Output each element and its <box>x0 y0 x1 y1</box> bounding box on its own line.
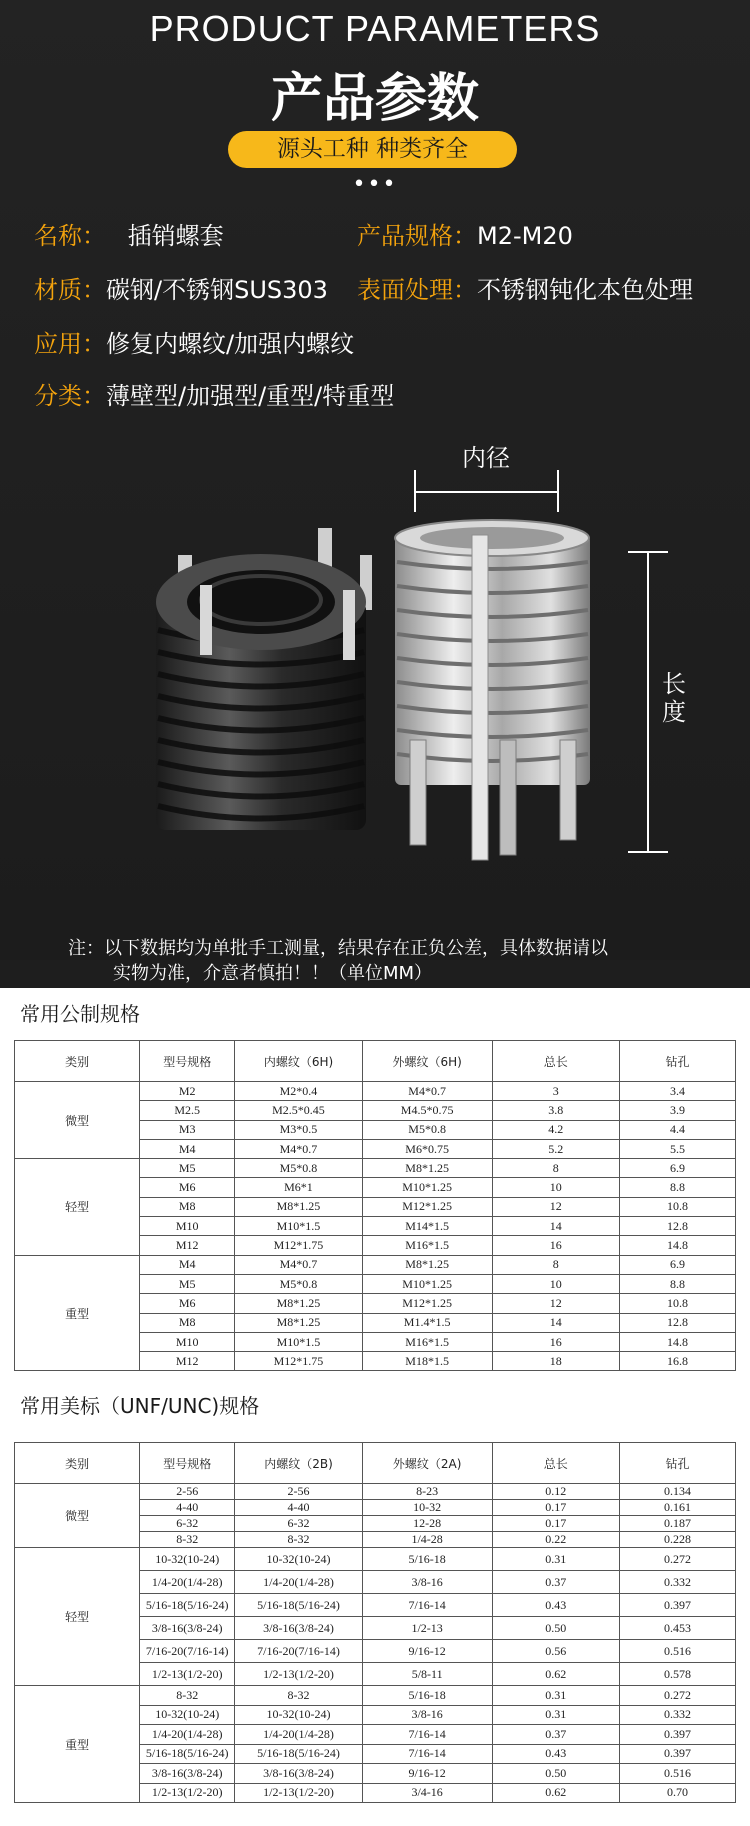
table-cell: 12.8 <box>620 1217 736 1236</box>
table-cell: 0.37 <box>492 1571 620 1594</box>
table-cell: 6-32 <box>140 1516 235 1532</box>
table-cell: 5.2 <box>492 1139 620 1158</box>
imperial-table-title: 常用美标（UNF/UNC)规格 <box>20 1394 260 1418</box>
table-cell: M4*0.7 <box>235 1255 363 1274</box>
table-cell: 3/4-16 <box>362 1783 492 1803</box>
column-header: 类别 <box>15 1041 140 1082</box>
table-cell: 0.31 <box>492 1686 620 1706</box>
table-cell: 5.5 <box>620 1139 736 1158</box>
column-header: 类别 <box>15 1443 140 1484</box>
category-cell: 微型 <box>15 1484 140 1548</box>
table-cell: M16*1.5 <box>362 1332 492 1351</box>
spec-surface <box>357 270 693 305</box>
table-cell: 1/2-13(1/2-20) <box>140 1783 235 1803</box>
spec-name-value: 插销螺套 <box>127 222 224 250</box>
table-cell: M12*1.75 <box>235 1236 363 1255</box>
table-cell: 4-40 <box>140 1500 235 1516</box>
table-cell: 1/4-20(1/4-28) <box>140 1725 235 1745</box>
table-cell: M4 <box>140 1139 235 1158</box>
table-cell: 3/8-16 <box>362 1571 492 1594</box>
table-cell: 0.397 <box>620 1594 736 1617</box>
spec-category-value: 薄壁型/加强型/重型/特重型 <box>106 382 395 410</box>
table-cell: 0.228 <box>620 1532 736 1548</box>
column-header: 钻孔 <box>620 1041 736 1082</box>
column-header: 总长 <box>492 1041 620 1082</box>
inner-diameter-label: 内径 <box>462 444 510 472</box>
table-cell: 3 <box>492 1082 620 1101</box>
decorative-dots: ••• <box>352 172 398 197</box>
category-cell: 微型 <box>15 1082 140 1159</box>
table-cell: 18 <box>492 1352 620 1371</box>
table-cell: 0.332 <box>620 1571 736 1594</box>
product-illustration <box>0 440 750 870</box>
table-cell: 0.397 <box>620 1725 736 1745</box>
table-cell: 5/16-18(5/16-24) <box>235 1594 363 1617</box>
table-cell: M16*1.5 <box>362 1236 492 1255</box>
table-cell: 3.8 <box>492 1101 620 1120</box>
spec-material-value: 碳钢/不锈钢SUS303 <box>106 276 328 304</box>
table-cell: M18*1.5 <box>362 1352 492 1371</box>
table-cell: M6*1 <box>235 1178 363 1197</box>
table-cell: 1/2-13(1/2-20) <box>235 1663 363 1686</box>
column-header: 外螺纹（2A) <box>362 1443 492 1484</box>
table-cell: 1/4-20(1/4-28) <box>235 1571 363 1594</box>
table-cell: 3/8-16(3/8-24) <box>235 1617 363 1640</box>
table-cell: 14 <box>492 1217 620 1236</box>
table-cell: 4.2 <box>492 1120 620 1139</box>
table-cell: M4.5*0.75 <box>362 1101 492 1120</box>
note-line-2: 实物为准，介意者慎拍！！（单位MM） <box>113 963 433 984</box>
table-cell: M6 <box>140 1178 235 1197</box>
table-cell: 0.12 <box>492 1484 620 1500</box>
table-cell: 16.8 <box>620 1352 736 1371</box>
spec-surface-label: 表面处理： <box>357 276 477 304</box>
silver-insert-graphic <box>395 520 590 860</box>
table-cell: 2-56 <box>140 1484 235 1500</box>
table-cell: M8 <box>140 1197 235 1216</box>
column-header: 总长 <box>492 1443 620 1484</box>
table-cell: M10 <box>140 1217 235 1236</box>
spec-size <box>357 216 573 251</box>
table-row <box>15 1548 736 1571</box>
table-cell: 8-23 <box>362 1484 492 1500</box>
table-cell: 0.43 <box>492 1594 620 1617</box>
table-cell: 8.8 <box>620 1274 736 1293</box>
table-cell: M12*1.75 <box>235 1352 363 1371</box>
spec-size-value: M2-M20 <box>477 222 573 250</box>
table-cell: 5/16-18 <box>362 1686 492 1706</box>
table-cell: 10.8 <box>620 1197 736 1216</box>
table-cell: 0.70 <box>620 1783 736 1803</box>
table-cell: M8*1.25 <box>362 1159 492 1178</box>
spec-name-label: 名称： <box>34 222 106 250</box>
table-cell: M2.5 <box>140 1101 235 1120</box>
table-cell: 3.9 <box>620 1101 736 1120</box>
spec-name <box>34 216 224 251</box>
table-cell: M10*1.5 <box>235 1332 363 1351</box>
table-cell: M8 <box>140 1313 235 1332</box>
table-header-row <box>15 1041 736 1082</box>
category-cell: 重型 <box>15 1255 140 1371</box>
table-cell: M10*1.25 <box>362 1178 492 1197</box>
table-cell: M6 <box>140 1294 235 1313</box>
table-cell: 5/16-18(5/16-24) <box>140 1744 235 1764</box>
table-cell: 0.187 <box>620 1516 736 1532</box>
table-cell: 9/16-12 <box>362 1640 492 1663</box>
table-cell: M12 <box>140 1236 235 1255</box>
spec-material <box>34 270 328 305</box>
table-row <box>15 1159 736 1178</box>
spec-application <box>34 324 354 359</box>
table-cell: 0.516 <box>620 1640 736 1663</box>
table-cell: 1/4-20(1/4-28) <box>140 1571 235 1594</box>
table-cell: 3/8-16 <box>362 1705 492 1725</box>
insert-drawing <box>0 440 750 870</box>
note-line-1: 注：以下数据均为单批手工测量，结果存在正负公差，具体数据请以 <box>68 938 608 959</box>
table-cell: 7/16-20(7/16-14) <box>140 1640 235 1663</box>
metric-table-title: 常用公制规格 <box>20 1002 140 1026</box>
table-cell: M12 <box>140 1352 235 1371</box>
table-cell: M8*1.25 <box>362 1255 492 1274</box>
table-cell: 0.37 <box>492 1725 620 1745</box>
table-cell: 8-32 <box>140 1532 235 1548</box>
table-cell: 3/8-16(3/8-24) <box>140 1764 235 1784</box>
table-cell: M14*1.5 <box>362 1217 492 1236</box>
metric-spec-table <box>14 1040 736 1371</box>
badge-pill: 源头工种 种类齐全 <box>228 131 517 168</box>
table-cell: 10.8 <box>620 1294 736 1313</box>
spec-tables-panel <box>0 988 750 1826</box>
table-cell: 8-32 <box>235 1686 363 1706</box>
table-cell: 0.578 <box>620 1663 736 1686</box>
table-cell: 0.161 <box>620 1500 736 1516</box>
table-cell: 0.453 <box>620 1617 736 1640</box>
table-row <box>15 1255 736 1274</box>
imperial-spec-table <box>14 1442 736 1803</box>
table-cell: 0.397 <box>620 1744 736 1764</box>
table-cell: 5/16-18(5/16-24) <box>235 1744 363 1764</box>
table-cell: 0.332 <box>620 1705 736 1725</box>
measurement-note <box>68 936 708 986</box>
table-cell: 0.56 <box>492 1640 620 1663</box>
table-cell: M12*1.25 <box>362 1294 492 1313</box>
table-cell: 2-56 <box>235 1484 363 1500</box>
spec-category <box>34 376 394 411</box>
table-cell: 0.17 <box>492 1516 620 1532</box>
table-row <box>15 1082 736 1101</box>
table-cell: M4*0.7 <box>235 1139 363 1158</box>
table-cell: M5*0.8 <box>235 1274 363 1293</box>
table-cell: 1/2-13(1/2-20) <box>140 1663 235 1686</box>
table-cell: 10-32(10-24) <box>140 1705 235 1725</box>
table-cell: 10-32 <box>362 1500 492 1516</box>
category-cell: 轻型 <box>15 1548 140 1686</box>
table-cell: M8*1.25 <box>235 1197 363 1216</box>
table-cell: 9/16-12 <box>362 1764 492 1784</box>
category-cell: 轻型 <box>15 1159 140 1255</box>
table-cell: 0.43 <box>492 1744 620 1764</box>
table-cell: 0.22 <box>492 1532 620 1548</box>
table-cell: 6-32 <box>235 1516 363 1532</box>
table-cell: M5*0.8 <box>235 1159 363 1178</box>
table-cell: 0.134 <box>620 1484 736 1500</box>
table-cell: 12-28 <box>362 1516 492 1532</box>
table-cell: 10 <box>492 1274 620 1293</box>
table-cell: 3/8-16(3/8-24) <box>140 1617 235 1640</box>
table-cell: 14 <box>492 1313 620 1332</box>
table-cell: 10-32(10-24) <box>235 1548 363 1571</box>
table-cell: 16 <box>492 1332 620 1351</box>
spec-material-label: 材质： <box>34 276 106 304</box>
table-cell: M1.4*1.5 <box>362 1313 492 1332</box>
table-cell: 1/4-20(1/4-28) <box>235 1725 363 1745</box>
table-cell: 8-32 <box>140 1686 235 1706</box>
table-cell: 1/2-13 <box>362 1617 492 1640</box>
title-english: PRODUCT PARAMETERS <box>149 8 601 49</box>
table-cell: 5/16-18(5/16-24) <box>140 1594 235 1617</box>
column-header: 型号规格 <box>140 1041 235 1082</box>
table-cell: 5/8-11 <box>362 1663 492 1686</box>
length-label: 长度 <box>662 670 686 726</box>
table-cell: 12 <box>492 1294 620 1313</box>
table-cell: 16 <box>492 1236 620 1255</box>
table-cell: 14.8 <box>620 1332 736 1351</box>
table-cell: 7/16-14 <box>362 1594 492 1617</box>
table-cell: 1/2-13(1/2-20) <box>235 1783 363 1803</box>
table-cell: M8*1.25 <box>235 1294 363 1313</box>
table-cell: 0.17 <box>492 1500 620 1516</box>
table-cell: M2.5*0.45 <box>235 1101 363 1120</box>
table-cell: 5/16-18 <box>362 1548 492 1571</box>
spec-size-label: 产品规格： <box>357 222 477 250</box>
table-row <box>15 1484 736 1500</box>
table-cell: M3 <box>140 1120 235 1139</box>
table-cell: M10 <box>140 1332 235 1351</box>
table-cell: 10-32(10-24) <box>140 1548 235 1571</box>
title-chinese: 产品参数 <box>270 69 479 129</box>
table-cell: 0.50 <box>492 1617 620 1640</box>
table-cell: 3.4 <box>620 1082 736 1101</box>
table-cell: 0.62 <box>492 1663 620 1686</box>
table-cell: 0.50 <box>492 1764 620 1784</box>
table-cell: M12*1.25 <box>362 1197 492 1216</box>
table-cell: M10*1.25 <box>362 1274 492 1293</box>
column-header: 型号规格 <box>140 1443 235 1484</box>
table-cell: 8 <box>492 1159 620 1178</box>
table-cell: 7/16-20(7/16-14) <box>235 1640 363 1663</box>
spec-surface-value: 不锈钢钝化本色处理 <box>477 276 693 304</box>
table-cell: M3*0.5 <box>235 1120 363 1139</box>
column-header: 内螺纹（2B) <box>235 1443 363 1484</box>
table-cell: 4-40 <box>235 1500 363 1516</box>
table-cell: 7/16-14 <box>362 1725 492 1745</box>
dark-insert-graphic <box>156 528 372 830</box>
category-cell: 重型 <box>15 1686 140 1803</box>
table-cell: 3/8-16(3/8-24) <box>235 1764 363 1784</box>
column-header: 外螺纹（6H) <box>362 1041 492 1082</box>
table-cell: 0.272 <box>620 1548 736 1571</box>
table-cell: 14.8 <box>620 1236 736 1255</box>
spec-application-value: 修复内螺纹/加强内螺纹 <box>106 330 355 358</box>
table-cell: 12.8 <box>620 1313 736 1332</box>
table-cell: M8*1.25 <box>235 1313 363 1332</box>
table-cell: M10*1.5 <box>235 1217 363 1236</box>
inner-diameter-dimension <box>415 470 558 512</box>
table-cell: 8-32 <box>235 1532 363 1548</box>
table-cell: M4 <box>140 1255 235 1274</box>
table-cell: 12 <box>492 1197 620 1216</box>
spec-application-label: 应用： <box>34 330 106 358</box>
spec-category-label: 分类： <box>34 382 106 410</box>
table-cell: 6.9 <box>620 1255 736 1274</box>
table-cell: 10-32(10-24) <box>235 1705 363 1725</box>
table-cell: 1/4-28 <box>362 1532 492 1548</box>
table-cell: 8 <box>492 1255 620 1274</box>
table-cell: 0.272 <box>620 1686 736 1706</box>
table-cell: M5 <box>140 1159 235 1178</box>
table-cell: M5 <box>140 1274 235 1293</box>
table-header-row <box>15 1443 736 1484</box>
table-cell: 0.31 <box>492 1548 620 1571</box>
table-cell: M2*0.4 <box>235 1082 363 1101</box>
table-cell: 0.516 <box>620 1764 736 1784</box>
table-cell: 8.8 <box>620 1178 736 1197</box>
column-header: 钻孔 <box>620 1443 736 1484</box>
table-cell: 0.62 <box>492 1783 620 1803</box>
table-cell: 10 <box>492 1178 620 1197</box>
column-header: 内螺纹（6H) <box>235 1041 363 1082</box>
table-row <box>15 1686 736 1706</box>
table-cell: 0.31 <box>492 1705 620 1725</box>
table-cell: M5*0.8 <box>362 1120 492 1139</box>
table-cell: M2 <box>140 1082 235 1101</box>
table-cell: M4*0.7 <box>362 1082 492 1101</box>
table-cell: 6.9 <box>620 1159 736 1178</box>
table-cell: M6*0.75 <box>362 1139 492 1158</box>
table-cell: 4.4 <box>620 1120 736 1139</box>
table-cell: 7/16-14 <box>362 1744 492 1764</box>
